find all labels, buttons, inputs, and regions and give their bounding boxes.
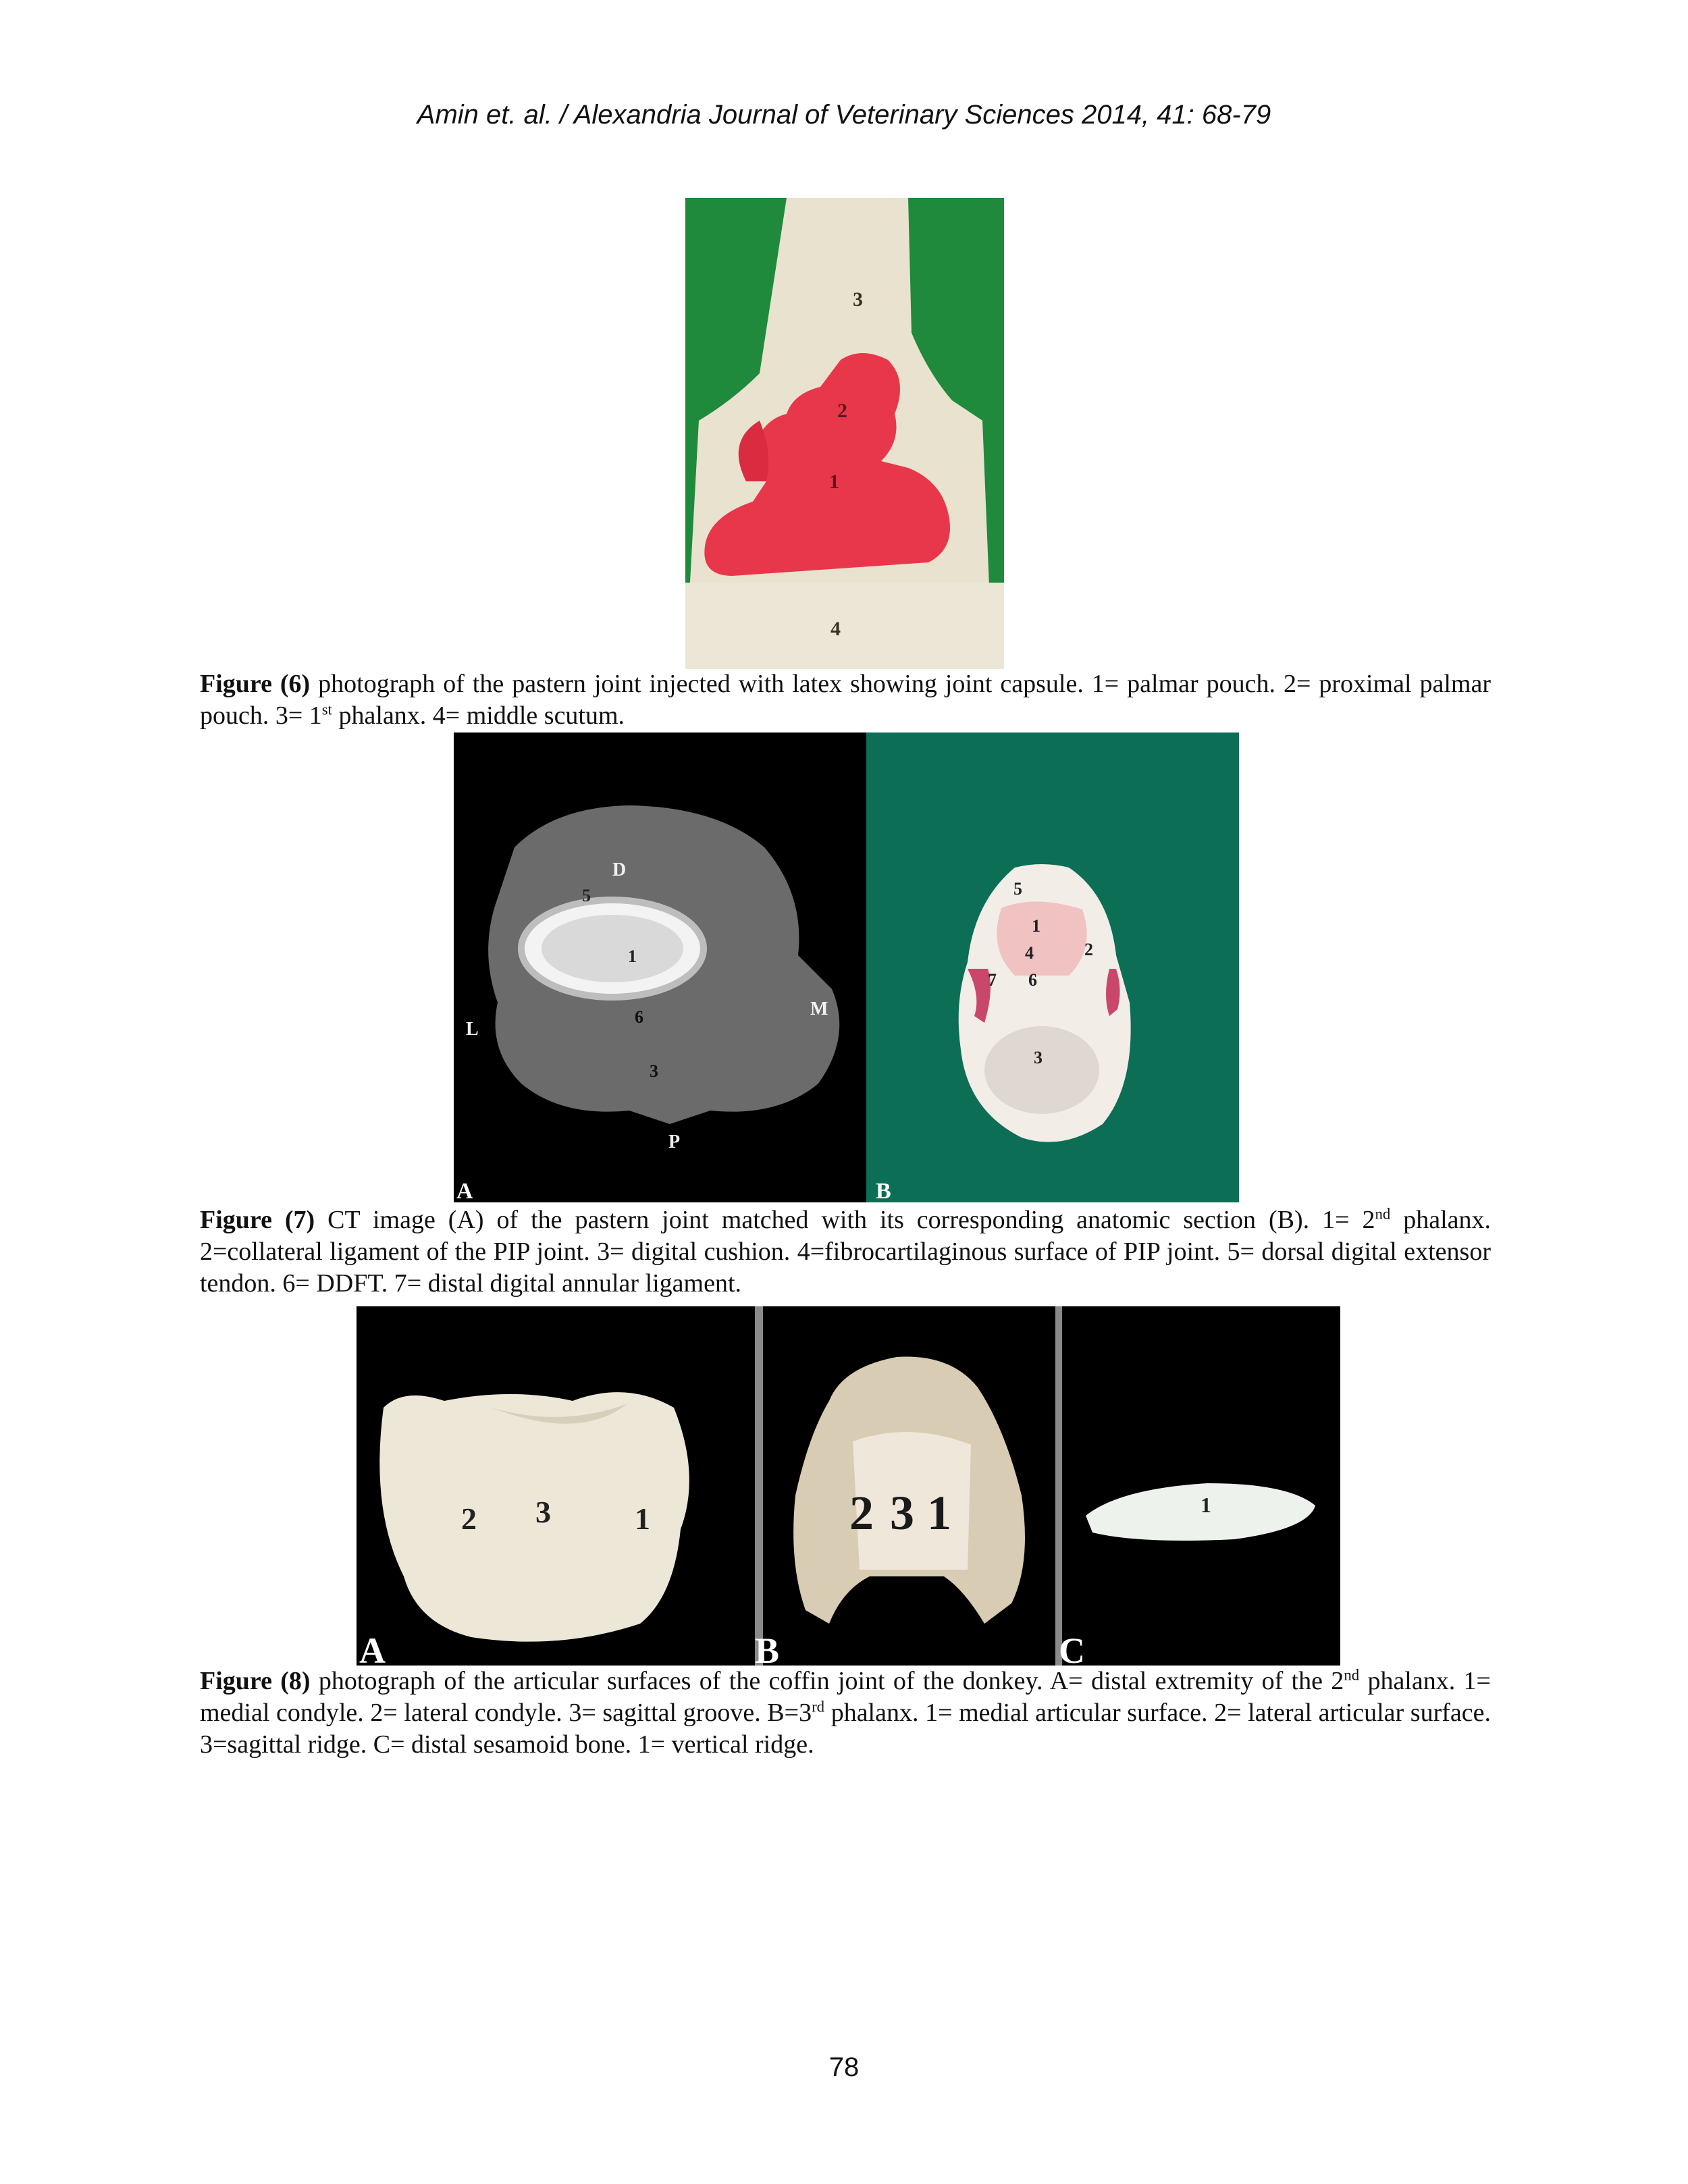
section-cushion xyxy=(984,1026,1099,1114)
ct-image xyxy=(454,733,866,1202)
section-phalanx xyxy=(997,901,1086,976)
ct-label-3: 3 xyxy=(650,1061,658,1081)
figure-8-caption-label: Figure (8) xyxy=(200,1667,311,1695)
figure-8-illustration xyxy=(357,1306,1340,1666)
figure-6-label-2: 2 xyxy=(837,400,847,422)
section-label-6: 6 xyxy=(1028,970,1037,990)
panel-b-label-2: 2 xyxy=(849,1486,874,1540)
figure-8-caption-sup-2: rd xyxy=(812,1698,825,1715)
figure-8-photo xyxy=(357,1306,1340,1666)
figure-7-caption-text-a: CT image (A) of the pastern joint matched with its corresponding anatomic section (B). 1= 2 xyxy=(315,1206,1375,1234)
figure-6-caption-label: Figure (6) xyxy=(200,670,311,698)
scutum-region xyxy=(685,583,1004,669)
figure-7-letter-a: A xyxy=(456,1179,473,1202)
panel-a-label-3: 3 xyxy=(535,1495,551,1529)
running-header: Amin et. al. / Alexandria Journal of Veterinary Sciences 2014, 41: 68-79 xyxy=(417,100,1271,130)
page-number: 78 xyxy=(828,2052,860,2082)
section-label-4: 4 xyxy=(1025,943,1034,963)
panel-b-label-3: 3 xyxy=(890,1486,914,1540)
ct-orientation-d: D xyxy=(612,859,627,880)
figure-8-letter-b: B xyxy=(755,1630,780,1666)
figure-8-caption-sup-1: nd xyxy=(1344,1666,1360,1684)
ct-label-1: 1 xyxy=(628,947,637,966)
figure-7-caption-sup: nd xyxy=(1375,1205,1391,1223)
section-label-1: 1 xyxy=(1032,916,1040,936)
figure-8-caption-text-b: phalanx. 1= medial condyle. 2= lateral condyle. 3= sagittal groove. B=3 xyxy=(200,1667,1491,1727)
section-label-2: 2 xyxy=(1084,940,1093,959)
section-label-3: 3 xyxy=(1034,1048,1043,1067)
figure-7-caption-label: Figure (7) xyxy=(200,1206,315,1234)
figure-8-caption xyxy=(200,1666,1491,1761)
anatomic-section xyxy=(866,733,1239,1202)
panel-a-label-2: 2 xyxy=(461,1501,477,1536)
figure-6-illustration xyxy=(685,198,1004,669)
ct-orientation-l: L xyxy=(466,1019,479,1040)
figure-6-photo xyxy=(685,198,1004,669)
figure-7-caption xyxy=(200,1204,1491,1300)
ct-label-5: 5 xyxy=(582,886,591,905)
panel-divider xyxy=(1055,1306,1062,1666)
figure-6-caption xyxy=(200,668,1491,732)
figure-8-caption-text-c: phalanx. 1= medial articular surface. 2= lateral articular surface. 3=sagittal ridge. C= distal sesamoid bone. 1= vertical ridge. xyxy=(200,1699,1491,1759)
ct-orientation-m: M xyxy=(810,998,828,1019)
figure-6-label-3: 3 xyxy=(853,288,863,311)
figure-6-caption-text-a: photograph of the pastern joint injected with latex showing joint capsule. 1= palmar pouch. 2= proximal palmar pouch. 3= 1 xyxy=(200,670,1491,730)
panel-c-label-1: 1 xyxy=(1201,1493,1211,1517)
figure-8-letter-a: A xyxy=(359,1630,386,1666)
figure-8-letter-c: C xyxy=(1059,1630,1085,1666)
figure-7-panel-a xyxy=(454,733,866,1202)
figure-6-label-4: 4 xyxy=(830,618,841,640)
ct-label-6: 6 xyxy=(635,1007,643,1027)
panel-divider xyxy=(755,1306,763,1666)
figure-6-label-1: 1 xyxy=(829,471,839,493)
ct-orientation-p: P xyxy=(668,1131,681,1152)
section-label-5: 5 xyxy=(1013,879,1022,899)
figure-6-caption-sup: st xyxy=(321,701,333,718)
figure-7-panel-b xyxy=(866,733,1239,1202)
section-label-7: 7 xyxy=(988,970,997,990)
figure-6-caption-text-b: phalanx. 4= middle scutum. xyxy=(332,701,625,730)
figure-7-caption-text-b: phalanx. 2=collateral ligament of the PIP joint. 3= digital cushion. 4=fibrocartilaginous surface of PIP joint. 5= dorsal digital extensor tendon. 6= DDFT. 7= distal digital annular ligament. xyxy=(200,1206,1491,1298)
panel-b-label-1: 1 xyxy=(927,1486,951,1540)
figure-8-caption-text-a: photograph of the articular surfaces of the coffin joint of the donkey. A= distal extremity of the 2 xyxy=(310,1667,1344,1695)
figure-7-letter-b: B xyxy=(876,1179,891,1202)
panel-a-label-1: 1 xyxy=(635,1501,650,1536)
